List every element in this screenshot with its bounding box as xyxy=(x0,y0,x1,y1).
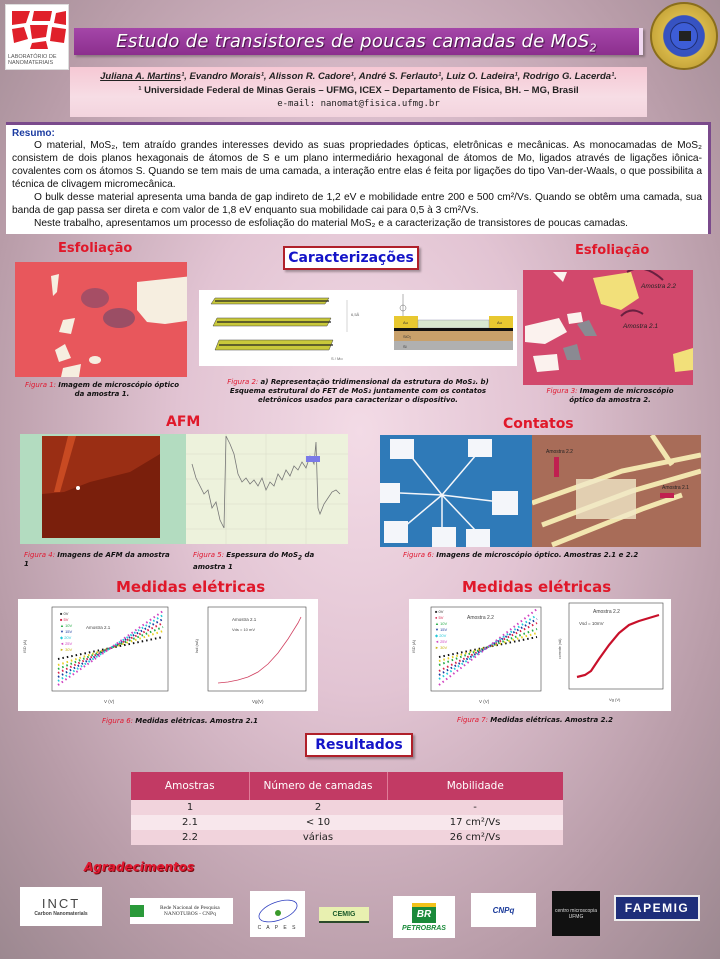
svg-text:Amostra 2.2: Amostra 2.2 xyxy=(593,609,620,615)
figure-3-label: Figura 3: xyxy=(546,387,578,395)
sponsor-logo-fapemig xyxy=(614,895,700,921)
svg-text:ISD (A): ISD (A) xyxy=(411,639,416,653)
petrobras-br-mark: BR xyxy=(412,907,436,923)
figure-2-caption xyxy=(213,378,503,405)
svg-text:V (V): V (V) xyxy=(479,699,490,704)
title-text: Estudo de transistores de poucas camadas de MoS xyxy=(116,31,590,52)
header-numero-camadas: Número de camadas xyxy=(249,772,387,800)
figure-6-caption-contacts xyxy=(403,551,693,560)
svg-text:Amostra 2.1: Amostra 2.1 xyxy=(662,485,689,491)
svg-text:▲ 10V: ▲ 10V xyxy=(435,621,448,626)
svg-text:◆ 20V: ◆ 20V xyxy=(435,633,447,638)
profile-chart-icon xyxy=(186,434,348,544)
svg-text:S / Mo: S / Mo xyxy=(331,356,343,361)
results-header-row xyxy=(131,772,563,800)
cell-camadas: < 10 xyxy=(249,815,387,830)
figure-6b-text: Medidas elétricas. Amostra 2.1 xyxy=(135,717,259,725)
svg-text:■ 0V: ■ 0V xyxy=(435,609,444,614)
cell-camadas: várias xyxy=(249,830,387,845)
svg-text:Vg(V): Vg(V) xyxy=(252,699,264,704)
figure-7-label: Figura 7: xyxy=(456,716,489,724)
figure-7-electrical-charts xyxy=(409,599,671,711)
figure-4-text: Imagens de AFM da amostra 1 xyxy=(24,551,170,568)
abstract-paragraph-2: O bulk desse material apresenta uma banda de gap indireto de 1,2 eV e mobilidade entre 200 e 500 cm²/Vs. Quando se obtêm uma camada, sua banda de gap passa ser direta e com valor de 1,8 eV enquanto sua mobilidade cai para 0,5 à 3 cm²/Vs. xyxy=(12,192,702,216)
sponsor-logo-inct xyxy=(20,887,102,926)
poster-title xyxy=(74,28,643,55)
svg-text:V (V): V (V) xyxy=(104,699,115,704)
flake-image-icon xyxy=(523,270,693,385)
mos2-structure-icon xyxy=(199,290,517,366)
figure-3-caption xyxy=(535,387,685,405)
svg-text:► 30V: ► 30V xyxy=(60,647,73,652)
svg-text:ISD (A): ISD (A) xyxy=(22,639,27,653)
svg-text:Amostra 2.1: Amostra 2.1 xyxy=(232,617,257,622)
header-amostras: Amostras xyxy=(131,772,249,800)
sponsor-logo-microscopia: centro microscopia UFMG xyxy=(552,891,600,936)
figure-5-afm-profile xyxy=(180,434,348,544)
cell-pattern-icon xyxy=(10,9,66,49)
figure-6-contacts-image-a xyxy=(380,435,532,547)
figure-2-label: Figura 2: xyxy=(227,378,259,386)
figure-1-microscope-image xyxy=(15,262,187,377)
inct-name: INCT xyxy=(41,896,81,911)
section-resultados: Resultados xyxy=(305,733,413,757)
abstract-box xyxy=(6,122,711,234)
section-afm: AFM xyxy=(166,414,201,430)
svg-text:SiO₂: SiO₂ xyxy=(403,334,412,339)
svg-text:Amostra 2.2: Amostra 2.2 xyxy=(641,283,677,290)
electrode-pattern-icon xyxy=(380,435,532,547)
seal-center xyxy=(670,22,698,50)
figure-5-text: Espessura do MoS xyxy=(226,551,299,559)
sponsor-logo-capes xyxy=(250,891,305,937)
figure-6-electrical-charts xyxy=(18,599,318,711)
section-agradecimentos: Agradecimentos xyxy=(84,860,195,874)
svg-text:▼ 15V: ▼ 15V xyxy=(60,629,73,634)
lab-nanomateriais-logo xyxy=(5,4,69,70)
section-esfoliacao-right: Esfoliação xyxy=(575,243,650,258)
sponsor-logo-nanotubos xyxy=(130,898,233,924)
afm-map-icon xyxy=(20,434,180,544)
figure-2-structure-diagram xyxy=(199,290,517,366)
figure-1-label: Figura 1: xyxy=(24,381,57,389)
svg-text:● 5V: ● 5V xyxy=(435,615,444,620)
email: e-mail: nanomat@fisica.ufmg.br xyxy=(277,99,440,109)
section-esfoliacao-left: Esfoliação xyxy=(58,241,133,256)
figure-5-caption xyxy=(193,551,343,572)
cell-amostra: 2.1 xyxy=(131,815,249,830)
ufmg-seal xyxy=(650,2,718,70)
nanotubos-name: Rede Nacional de Pesquisa NANOTUBOS - CNPq xyxy=(160,905,220,917)
first-author: Juliana A. Martins xyxy=(100,71,182,82)
flake-image-icon xyxy=(15,262,187,377)
section-caracterizacoes: Caracterizações xyxy=(283,246,419,270)
figure-6-caption-electrical xyxy=(80,717,280,726)
fapemig-name: FAPEMIG xyxy=(616,897,698,919)
abstract-paragraph-3: Neste trabalho, apresentamos um processo de esfoliação do material MoS₂ e a caracterização de transistores de poucas camadas. xyxy=(34,218,629,229)
svg-text:◄ 25V: ◄ 25V xyxy=(435,639,448,644)
svg-text:6,5Å: 6,5Å xyxy=(351,312,360,317)
header-mobilidade: Mobilidade xyxy=(387,772,563,800)
figure-5-text-end: da amostra 1 xyxy=(193,551,315,572)
sponsor-logo-cemig: CEMIG xyxy=(319,907,369,923)
affiliation: ¹ Universidade Federal de Minas Gerais – UFMG, ICEX – Departamento de Física, BH. – MG, Brasil xyxy=(138,85,579,96)
sponsor-logo-cnpq: CNPq xyxy=(471,893,536,927)
figure-6-text: Imagens de microscópio óptico. Amostras 2.1 e 2.2 xyxy=(436,551,639,559)
svg-text:Vds = 10 mV: Vds = 10 mV xyxy=(232,627,256,632)
figure-7-text: Medidas elétricas. Amostra 2.2 xyxy=(490,716,614,724)
device-image-icon xyxy=(532,435,701,547)
table-row xyxy=(131,800,563,815)
figure-4-afm-image xyxy=(20,434,180,544)
svg-text:◆ 20V: ◆ 20V xyxy=(60,635,72,640)
brazil-flag-icon xyxy=(130,905,144,917)
figure-6b-label: Figura 6: xyxy=(101,717,134,725)
svg-text:Vsd = 10mV: Vsd = 10mV xyxy=(579,621,604,626)
cell-mobilidade: 26 cm²/Vs xyxy=(387,830,563,845)
figure-4-caption xyxy=(24,551,174,569)
svg-text:▲ 10V: ▲ 10V xyxy=(60,623,73,628)
other-authors: ¹, Evandro Morais¹, Alisson R. Cadore¹, André S. Ferlauto¹, Luiz O. Ladeira¹, Rodrigo G. Lacerda¹. xyxy=(181,71,617,82)
cell-amostra: 2.2 xyxy=(131,830,249,845)
petrobras-name: PETROBRAS xyxy=(402,924,446,932)
figure-4-label: Figura 4: xyxy=(24,551,56,559)
svg-text:Au: Au xyxy=(403,320,408,325)
figure-5-subscript: 2 xyxy=(298,555,303,562)
figure-1-caption xyxy=(22,381,182,399)
svg-text:Amostra 2.1: Amostra 2.1 xyxy=(623,323,659,330)
svg-text:Vg (V): Vg (V) xyxy=(609,697,621,702)
capes-name: C A P E S xyxy=(257,925,298,931)
figure-6-contacts-image-b xyxy=(532,435,701,547)
figure-3-text: Imagem de microscópio óptico da amostra 2. xyxy=(569,387,674,404)
svg-text:Si: Si xyxy=(403,344,407,349)
svg-text:Amostra 2.2: Amostra 2.2 xyxy=(467,615,494,621)
title-subscript: 2 xyxy=(589,41,597,55)
svg-text:■ 5V: ■ 5V xyxy=(60,617,69,622)
lab-logo-caption: LABORATÓRIO DE NANOMATERIAIS xyxy=(8,54,57,66)
svg-text:◄ 25V: ◄ 25V xyxy=(60,641,73,646)
cell-camadas: 2 xyxy=(249,800,387,815)
svg-text:► 30V: ► 30V xyxy=(435,645,448,650)
svg-text:Amostra 2.1: Amostra 2.1 xyxy=(86,625,111,630)
section-contatos: Contatos xyxy=(503,416,574,432)
inct-sub: Carbon Nanomaterials xyxy=(34,911,88,917)
results-table xyxy=(131,772,563,845)
figure-1-text: Imagem de microscópio óptico da amostra 1. xyxy=(58,381,179,398)
figure-5-label: Figura 5: xyxy=(193,551,225,559)
figure-2-text: a) Representação tridimensional da estrutura do MoS₂. b) Esquema estrutural do FET de MoS₂ juntamente com os contatos eletrônicos usados para caracterizar o dispositivo. xyxy=(229,378,489,404)
svg-text:Isd (nA): Isd (nA) xyxy=(194,638,199,653)
table-row xyxy=(131,830,563,845)
abstract-paragraph-1: O material, MoS₂, tem atraído grandes interesses devido as suas propriedades ópticas, eletrônicas e mecânicas. As monocamadas de MoS₂ consistem de dois planos hexagonais de átomos de S e um plano intermediário hexagonal de átomos de Mo, ligados através de ligações iônica-covalentes com os átomos S. Quando se tem mais de uma camada, a interação entre elas é feita por ligações do tipo Van-der-Waals, o que possibilita a técnica de clivagem micromecânica. xyxy=(12,140,702,190)
figure-6-label: Figura 6: xyxy=(403,551,435,559)
section-medidas-eletricas-left: Medidas elétricas xyxy=(116,578,266,596)
cell-mobilidade: 17 cm²/Vs xyxy=(387,815,563,830)
svg-text:▼ 15V: ▼ 15V xyxy=(435,627,448,632)
sponsor-logo-petrobras xyxy=(393,896,455,938)
iv-chart-amostra-2-2 xyxy=(409,599,671,711)
building-icon xyxy=(679,31,691,41)
figure-7-caption xyxy=(445,716,625,725)
svg-text:■ 0V: ■ 0V xyxy=(60,611,69,616)
abstract-heading: Resumo: xyxy=(12,128,55,139)
cell-mobilidade: - xyxy=(387,800,563,815)
capes-orbit-icon xyxy=(256,897,300,925)
table-row xyxy=(131,815,563,830)
section-medidas-eletricas-right: Medidas elétricas xyxy=(462,578,612,596)
iv-chart-amostra-2-1 xyxy=(18,599,318,711)
svg-text:Au: Au xyxy=(497,320,502,325)
cell-amostra: 1 xyxy=(131,800,249,815)
svg-text:Amostra 2.2: Amostra 2.2 xyxy=(546,449,573,455)
authors-block xyxy=(70,67,647,117)
svg-text:corrente (nA): corrente (nA) xyxy=(558,638,562,659)
figure-3-microscope-image xyxy=(523,270,693,385)
